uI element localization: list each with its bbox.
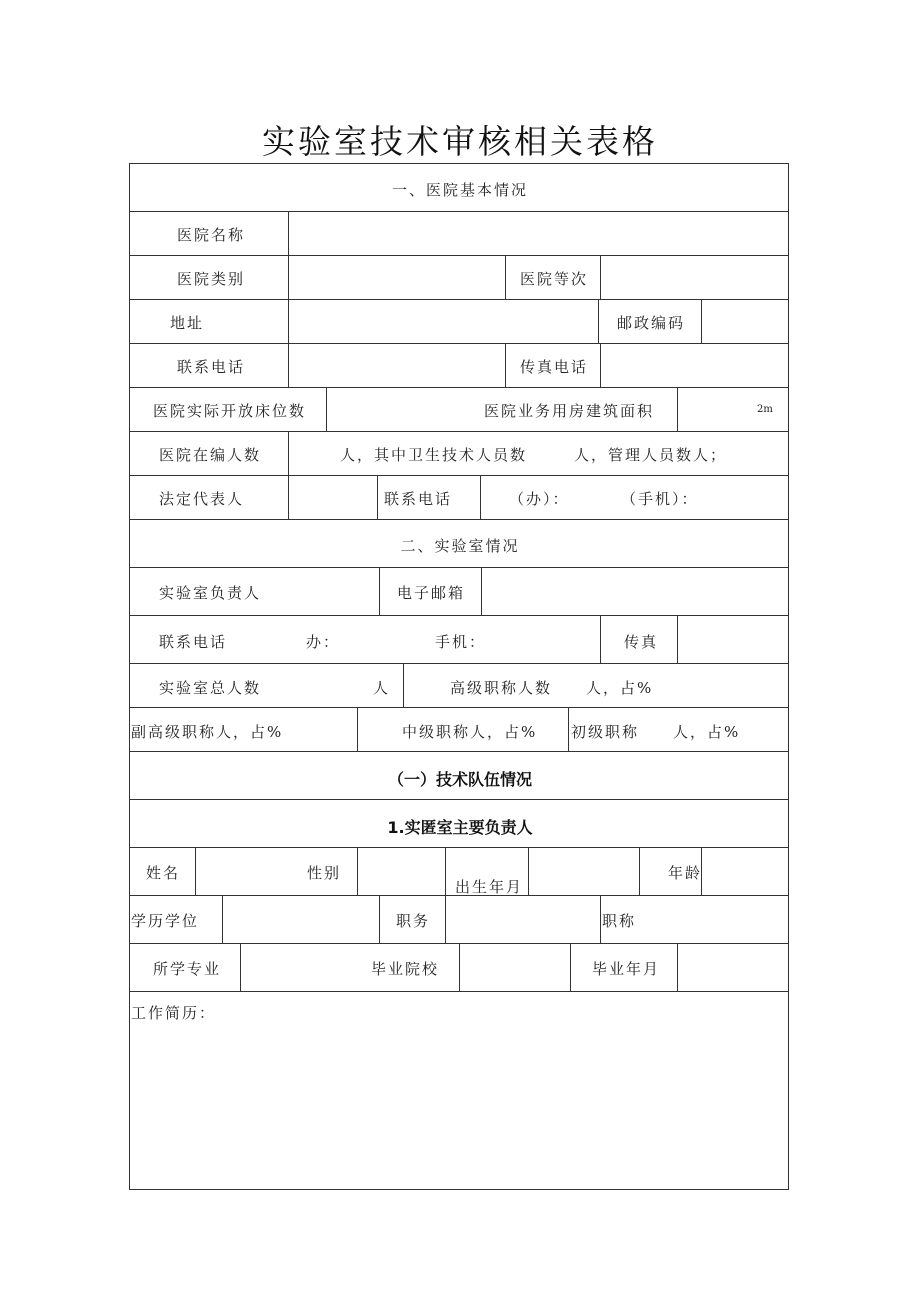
col-divider xyxy=(288,431,289,475)
col-divider xyxy=(459,943,460,991)
area-unit: 2m xyxy=(757,404,773,415)
row-divider xyxy=(129,663,789,664)
school-label: 毕业院校 xyxy=(371,960,440,978)
name-label: 姓名 xyxy=(146,864,181,882)
postcode-input[interactable] xyxy=(702,300,788,343)
col-divider xyxy=(195,847,196,895)
lab-office-label: 办： xyxy=(306,633,341,651)
junior-title-suffix: 人，占% xyxy=(673,723,741,741)
area-label: 医院业务用房建筑面积 xyxy=(484,402,655,420)
age-label: 年龄 xyxy=(668,864,703,882)
col-divider xyxy=(377,475,378,519)
col-divider xyxy=(677,943,678,991)
staff-text-2: 人，管理人员数人； xyxy=(574,446,728,464)
hospital-type-label: 医院类别 xyxy=(177,270,246,288)
row-divider xyxy=(129,707,789,708)
position-label: 职务 xyxy=(396,912,431,930)
beds-label: 医院实际开放床位数 xyxy=(153,402,307,420)
col-divider xyxy=(505,255,506,299)
junior-title-label: 初级职称 xyxy=(571,723,640,741)
section-header-lab: 二、实验室情况 xyxy=(400,537,520,555)
lab-fax-label: 传真 xyxy=(624,633,659,651)
col-divider xyxy=(445,847,446,895)
hospital-name-input[interactable] xyxy=(289,212,788,255)
col-divider xyxy=(568,707,569,751)
staff-label: 医院在编人数 xyxy=(159,446,262,464)
mid-level-label: 中级职称人，占% xyxy=(402,723,538,741)
col-divider xyxy=(222,895,223,943)
team-header: （一）技术队伍情况 xyxy=(387,770,532,789)
title-label: 职称 xyxy=(602,912,637,930)
fax-input[interactable] xyxy=(601,344,788,387)
row-divider xyxy=(129,387,789,388)
email-label: 电子邮箱 xyxy=(397,584,466,602)
resume-label: 工作简历： xyxy=(131,1004,217,1022)
hospital-grade-label: 医院等次 xyxy=(520,270,589,288)
legal-rep-input[interactable] xyxy=(289,476,377,519)
row-divider xyxy=(129,799,789,800)
senior-title-suffix: 人，占% xyxy=(586,679,654,697)
page-title: 实验室技术审核相关表格 xyxy=(262,122,658,161)
address-label: 地址 xyxy=(170,314,205,332)
row-divider xyxy=(129,475,789,476)
email-input[interactable] xyxy=(482,568,788,615)
major-label: 所学专业 xyxy=(153,960,222,978)
row-divider xyxy=(129,431,789,432)
birth-label: 出生年月 xyxy=(455,878,524,896)
col-divider xyxy=(357,847,358,895)
team-subheader: 1.实匿室主要负责人 xyxy=(387,818,533,837)
col-divider xyxy=(240,943,241,991)
col-divider xyxy=(379,895,380,943)
phone-input[interactable] xyxy=(289,344,505,387)
lab-head-input[interactable] xyxy=(290,568,379,615)
hospital-name-label: 医院名称 xyxy=(177,226,246,244)
grad-date-label: 毕业年月 xyxy=(592,960,661,978)
col-divider xyxy=(528,847,529,895)
row-divider xyxy=(129,847,789,848)
row-divider xyxy=(129,519,789,520)
degree-label: 学历学位 xyxy=(131,912,200,930)
gender-label: 性别 xyxy=(307,864,342,882)
col-divider xyxy=(639,847,640,895)
resume-input[interactable] xyxy=(130,1025,788,1189)
hospital-grade-input[interactable] xyxy=(601,256,788,299)
col-divider xyxy=(403,663,404,707)
col-divider xyxy=(326,387,327,431)
lab-mobile-label: 手机： xyxy=(435,633,487,651)
lab-phone-label: 联系电话 xyxy=(159,633,228,651)
row-divider xyxy=(129,991,789,992)
col-divider xyxy=(445,895,446,943)
postcode-label: 邮政编码 xyxy=(617,314,686,332)
row-divider xyxy=(129,751,789,752)
lab-total-unit: 人 xyxy=(373,679,391,697)
col-divider xyxy=(570,943,571,991)
mobile-phone-label: （手机）： xyxy=(621,490,699,508)
address-input[interactable] xyxy=(289,300,598,343)
col-divider xyxy=(505,343,506,387)
fax-label: 传真电话 xyxy=(520,358,589,376)
col-divider xyxy=(480,475,481,519)
col-divider xyxy=(677,387,678,431)
senior-title-label: 高级职称人数 xyxy=(450,679,553,697)
legal-rep-label: 法定代表人 xyxy=(159,490,245,508)
phone-label: 联系电话 xyxy=(177,358,246,376)
col-divider xyxy=(598,299,599,343)
col-divider xyxy=(600,895,601,943)
lab-fax-input[interactable] xyxy=(678,616,788,663)
office-phone-label: （办）： xyxy=(509,490,570,508)
lab-head-label: 实验室负责人 xyxy=(159,584,262,602)
hospital-type-input[interactable] xyxy=(289,256,505,299)
staff-text: 人，其中卫生技术人员数 xyxy=(340,446,528,464)
col-divider xyxy=(357,707,358,751)
col-divider xyxy=(379,567,380,615)
assoc-senior-label: 副高级职称人，占% xyxy=(131,723,284,741)
col-divider xyxy=(600,615,601,663)
section-header-hospital: 一、医院基本情况 xyxy=(391,181,528,199)
legal-phone-label: 联系电话 xyxy=(384,490,453,508)
lab-total-label: 实验室总人数 xyxy=(159,679,262,697)
